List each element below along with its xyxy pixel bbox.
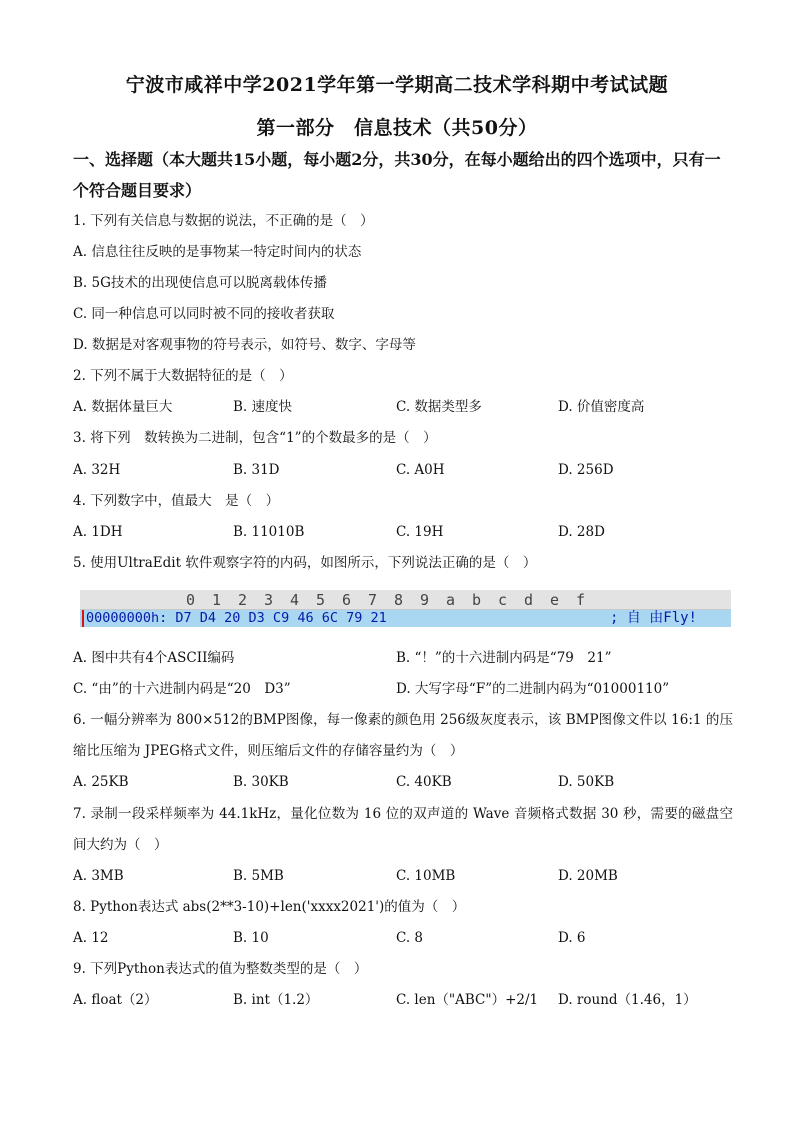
question-2-option-d: D. 价值密度高: [558, 399, 645, 415]
question-1-option-d: D. 数据是对客观事物的符号表示，如符号、数字、字母等: [73, 337, 416, 353]
hex-col: 3: [264, 591, 274, 609]
question-5-option-d: D. 大写字母“F”的二进制内码为“01000110”: [396, 681, 670, 697]
question-2-options: [73, 392, 733, 423]
question-5-stem: 5. 使用UltraEdit 软件观察字符的内码，如图所示，下列说法正确的是（ ）: [73, 555, 537, 571]
ultraedit-hex-view: [80, 590, 731, 636]
question-8-options: [73, 923, 733, 954]
question-1-option-a: A. 信息往往反映的是事物某一特定时间内的状态: [73, 244, 362, 260]
question-9-options: [73, 985, 733, 1016]
question-8-stem: 8. Python表达式 abs(2**3-10)+len('xxxx2021')的值为（ ）: [73, 899, 466, 915]
hex-col: 8: [394, 591, 404, 609]
question-1-option-b: B. 5G技术的出现使信息可以脱离载体传播: [73, 275, 327, 291]
hex-col: 5: [316, 591, 326, 609]
part-subtitle: 第一部分 信息技术（共50分）: [256, 117, 538, 139]
question-8-option-b: B. 10: [233, 930, 269, 946]
question-4-option-b: B. 11010B: [233, 524, 305, 540]
question-7-options: [73, 861, 733, 892]
question-7-option-a: A. 3MB: [73, 868, 124, 884]
hex-col: f: [576, 591, 586, 609]
text-cursor: [82, 610, 84, 627]
question-6-stem: 6. 一幅分辨率为 800×512的BMP图像，每一像素的颜色用 256级灰度表示，该 BMP图像文件以 16:1 的压缩比压缩为 JPEG格式文件，则压缩后文件的存储容量约为（ ）: [73, 712, 733, 759]
question-9-stem: 9. 下列Python表达式的值为整数类型的是（ ）: [73, 961, 368, 977]
question-9-option-d: D. round（1.46，1）: [558, 992, 697, 1008]
hex-col: b: [472, 591, 482, 609]
question-3-options: [73, 455, 733, 486]
question-6-option-d: D. 50KB: [558, 774, 615, 790]
hex-column-header: [80, 590, 731, 610]
question-2-option-c: C. 数据类型多: [396, 399, 482, 415]
question-6-options: [73, 767, 733, 798]
question-3-option-d: D. 256D: [558, 462, 614, 478]
question-8-option-a: A. 12: [73, 930, 109, 946]
question-1-option-c: C. 同一种信息可以同时被不同的接收者获取: [73, 306, 335, 322]
question-3-option-b: B. 31D: [233, 462, 280, 478]
question-5-options-row2: [73, 674, 733, 705]
question-6-option-a: A. 25KB: [73, 774, 129, 790]
question-7-option-d: D. 20MB: [558, 868, 618, 884]
question-2-stem: 2. 下列不属于大数据特征的是（ ）: [73, 368, 293, 384]
question-2-option-b: B. 速度快: [233, 399, 293, 415]
question-4-option-d: D. 28D: [558, 524, 605, 540]
question-5-option-a: A. 图中共有4个ASCII编码: [73, 650, 235, 666]
hex-col: 0: [186, 591, 196, 609]
question-4-option-a: A. 1DH: [73, 524, 123, 540]
question-3-option-c: C. A0H: [396, 462, 445, 478]
hex-data-row: [80, 610, 731, 627]
question-8-option-c: C. 8: [396, 930, 424, 946]
hex-col: 2: [238, 591, 248, 609]
hex-col: c: [498, 591, 508, 609]
hex-col: 4: [290, 591, 300, 609]
question-9-option-a: A. float（2）: [73, 992, 158, 1008]
question-9-option-c: C. len（"ABC"）+2/1: [396, 992, 539, 1008]
question-5-options-row1: [73, 643, 733, 674]
question-8-option-d: D. 6: [558, 930, 586, 946]
section-heading: 一、选择题（本大题共15小题，每小题2分，共30分，在每小题给出的四个选项中，只有一个符合题目要求）: [73, 150, 721, 200]
question-4-option-c: C. 19H: [396, 524, 444, 540]
question-7-stem: 7. 录制一段采样频率为 44.1kHz，量化位数为 16 位的双声道的 Wave 音频格式数据 30 秒，需要的磁盘空间大约为（ ）: [73, 806, 733, 853]
question-7-option-c: C. 10MB: [396, 868, 456, 884]
exam-title: 宁波市咸祥中学2021学年第一学期高二技术学科期中考试试题: [125, 74, 669, 96]
hex-col: 1: [212, 591, 222, 609]
question-3-option-a: A. 32H: [73, 462, 121, 478]
hex-col: a: [446, 591, 456, 609]
hex-col: 9: [420, 591, 430, 609]
question-4-stem: 4. 下列数字中，值最大 是（ ）: [73, 493, 280, 509]
question-9-option-b: B. int（1.2）: [233, 992, 319, 1008]
question-6-option-b: B. 30KB: [233, 774, 289, 790]
question-5-option-b: B. “！”的十六进制内码是“79 21”: [396, 650, 612, 666]
question-3-stem: 3. 将下列 数转换为二进制，包含“1”的个数最多的是（ ）: [73, 430, 437, 446]
hex-col: d: [524, 591, 534, 609]
hex-col: 6: [342, 591, 352, 609]
hex-address-bytes: 00000000h: D7 D4 20 D3 C9 46 6C 79 21: [86, 610, 387, 626]
hex-col: 7: [368, 591, 378, 609]
question-6-option-c: C. 40KB: [396, 774, 452, 790]
question-2-option-a: A. 数据体量巨大: [73, 399, 173, 415]
question-4-options: [73, 517, 733, 548]
question-7-option-b: B. 5MB: [233, 868, 284, 884]
hex-text-column: ; 自 由Fly!: [609, 610, 697, 626]
question-5-option-c: C. “由”的十六进制内码是“20 D3”: [73, 681, 291, 697]
question-1-stem: 1. 下列有关信息与数据的说法，不正确的是（ ）: [73, 213, 374, 229]
hex-col: e: [550, 591, 560, 609]
